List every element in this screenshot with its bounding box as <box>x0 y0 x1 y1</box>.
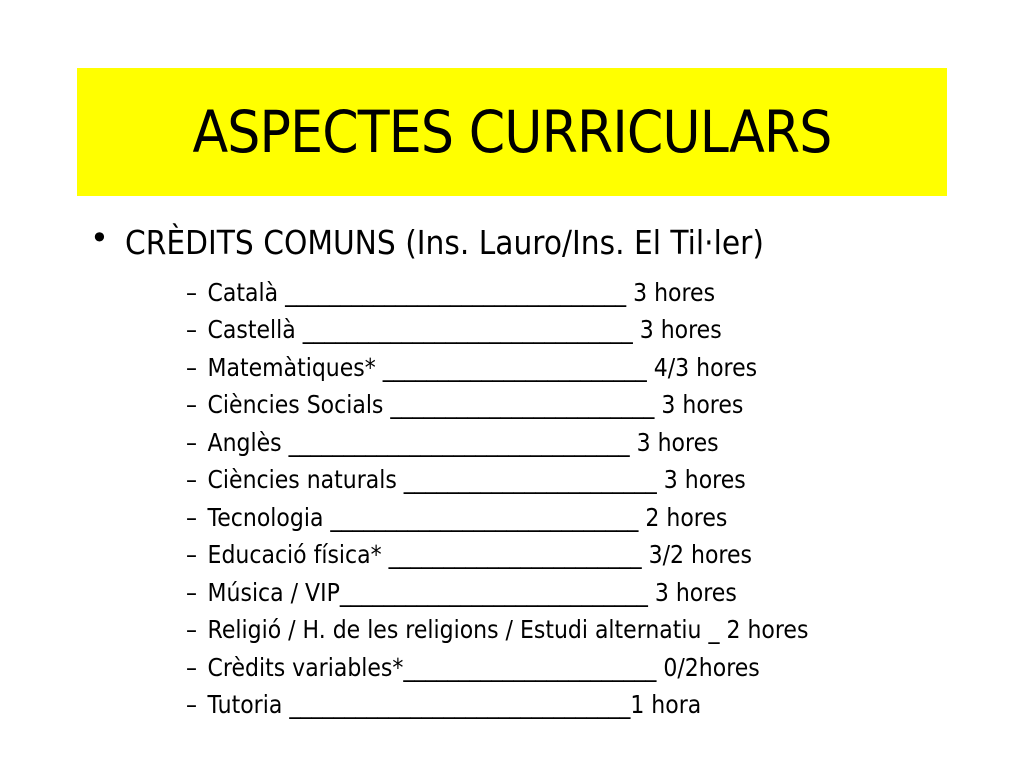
item-text: Matemàtiques* ________________________ 4/3 hores <box>207 353 758 382</box>
item-text: Religió / H. de les religions / Estudi alternatiu _ 2 hores <box>207 615 809 644</box>
list-item <box>186 503 727 533</box>
list-item <box>186 390 743 420</box>
slide-title: ASPECTES CURRICULARS <box>192 98 832 166</box>
list-item <box>186 315 722 345</box>
item-text: Crèdits variables*_______________________ 0/2hores <box>207 653 760 682</box>
title-banner <box>77 68 947 196</box>
dash-marker: – <box>186 653 197 682</box>
dash-marker: – <box>186 540 197 569</box>
dash-marker: – <box>186 428 197 457</box>
item-text: Educació física* _______________________ 3/2 hores <box>207 540 752 569</box>
item-text: Ciències naturals _______________________ 3 hores <box>207 465 746 494</box>
section-heading: CRÈDITS COMUNS (Ins. Lauro/Ins. El Til·ler) <box>125 223 764 262</box>
item-text: Música / VIP____________________________ 3 hores <box>207 578 737 607</box>
item-text: Tutoria _______________________________1 hora <box>207 690 702 719</box>
list-item <box>186 353 757 383</box>
item-text: Tecnologia ____________________________ 2 hores <box>207 503 728 532</box>
list-item <box>186 578 737 608</box>
item-text: Anglès _______________________________ 3 hores <box>207 428 719 457</box>
list-item <box>186 278 715 308</box>
dash-marker: – <box>186 578 197 607</box>
list-item <box>186 653 760 683</box>
dash-marker: – <box>186 353 197 382</box>
list-item <box>186 690 701 720</box>
list-item <box>186 428 719 458</box>
dash-marker: – <box>186 615 197 644</box>
dash-marker: – <box>186 390 197 419</box>
dash-marker: – <box>186 690 197 719</box>
list-item <box>186 540 752 570</box>
dash-marker: – <box>186 278 197 307</box>
dash-marker: – <box>186 465 197 494</box>
item-text: Ciències Socials ________________________ 3 hores <box>207 390 744 419</box>
list-item <box>186 465 746 495</box>
list-item <box>186 615 808 645</box>
item-text: Castellà ______________________________ 3 hores <box>207 315 722 344</box>
dash-marker: – <box>186 315 197 344</box>
bullet-marker: • <box>90 219 109 257</box>
dash-marker: – <box>186 503 197 532</box>
item-text: Català _______________________________ 3 hores <box>207 278 716 307</box>
